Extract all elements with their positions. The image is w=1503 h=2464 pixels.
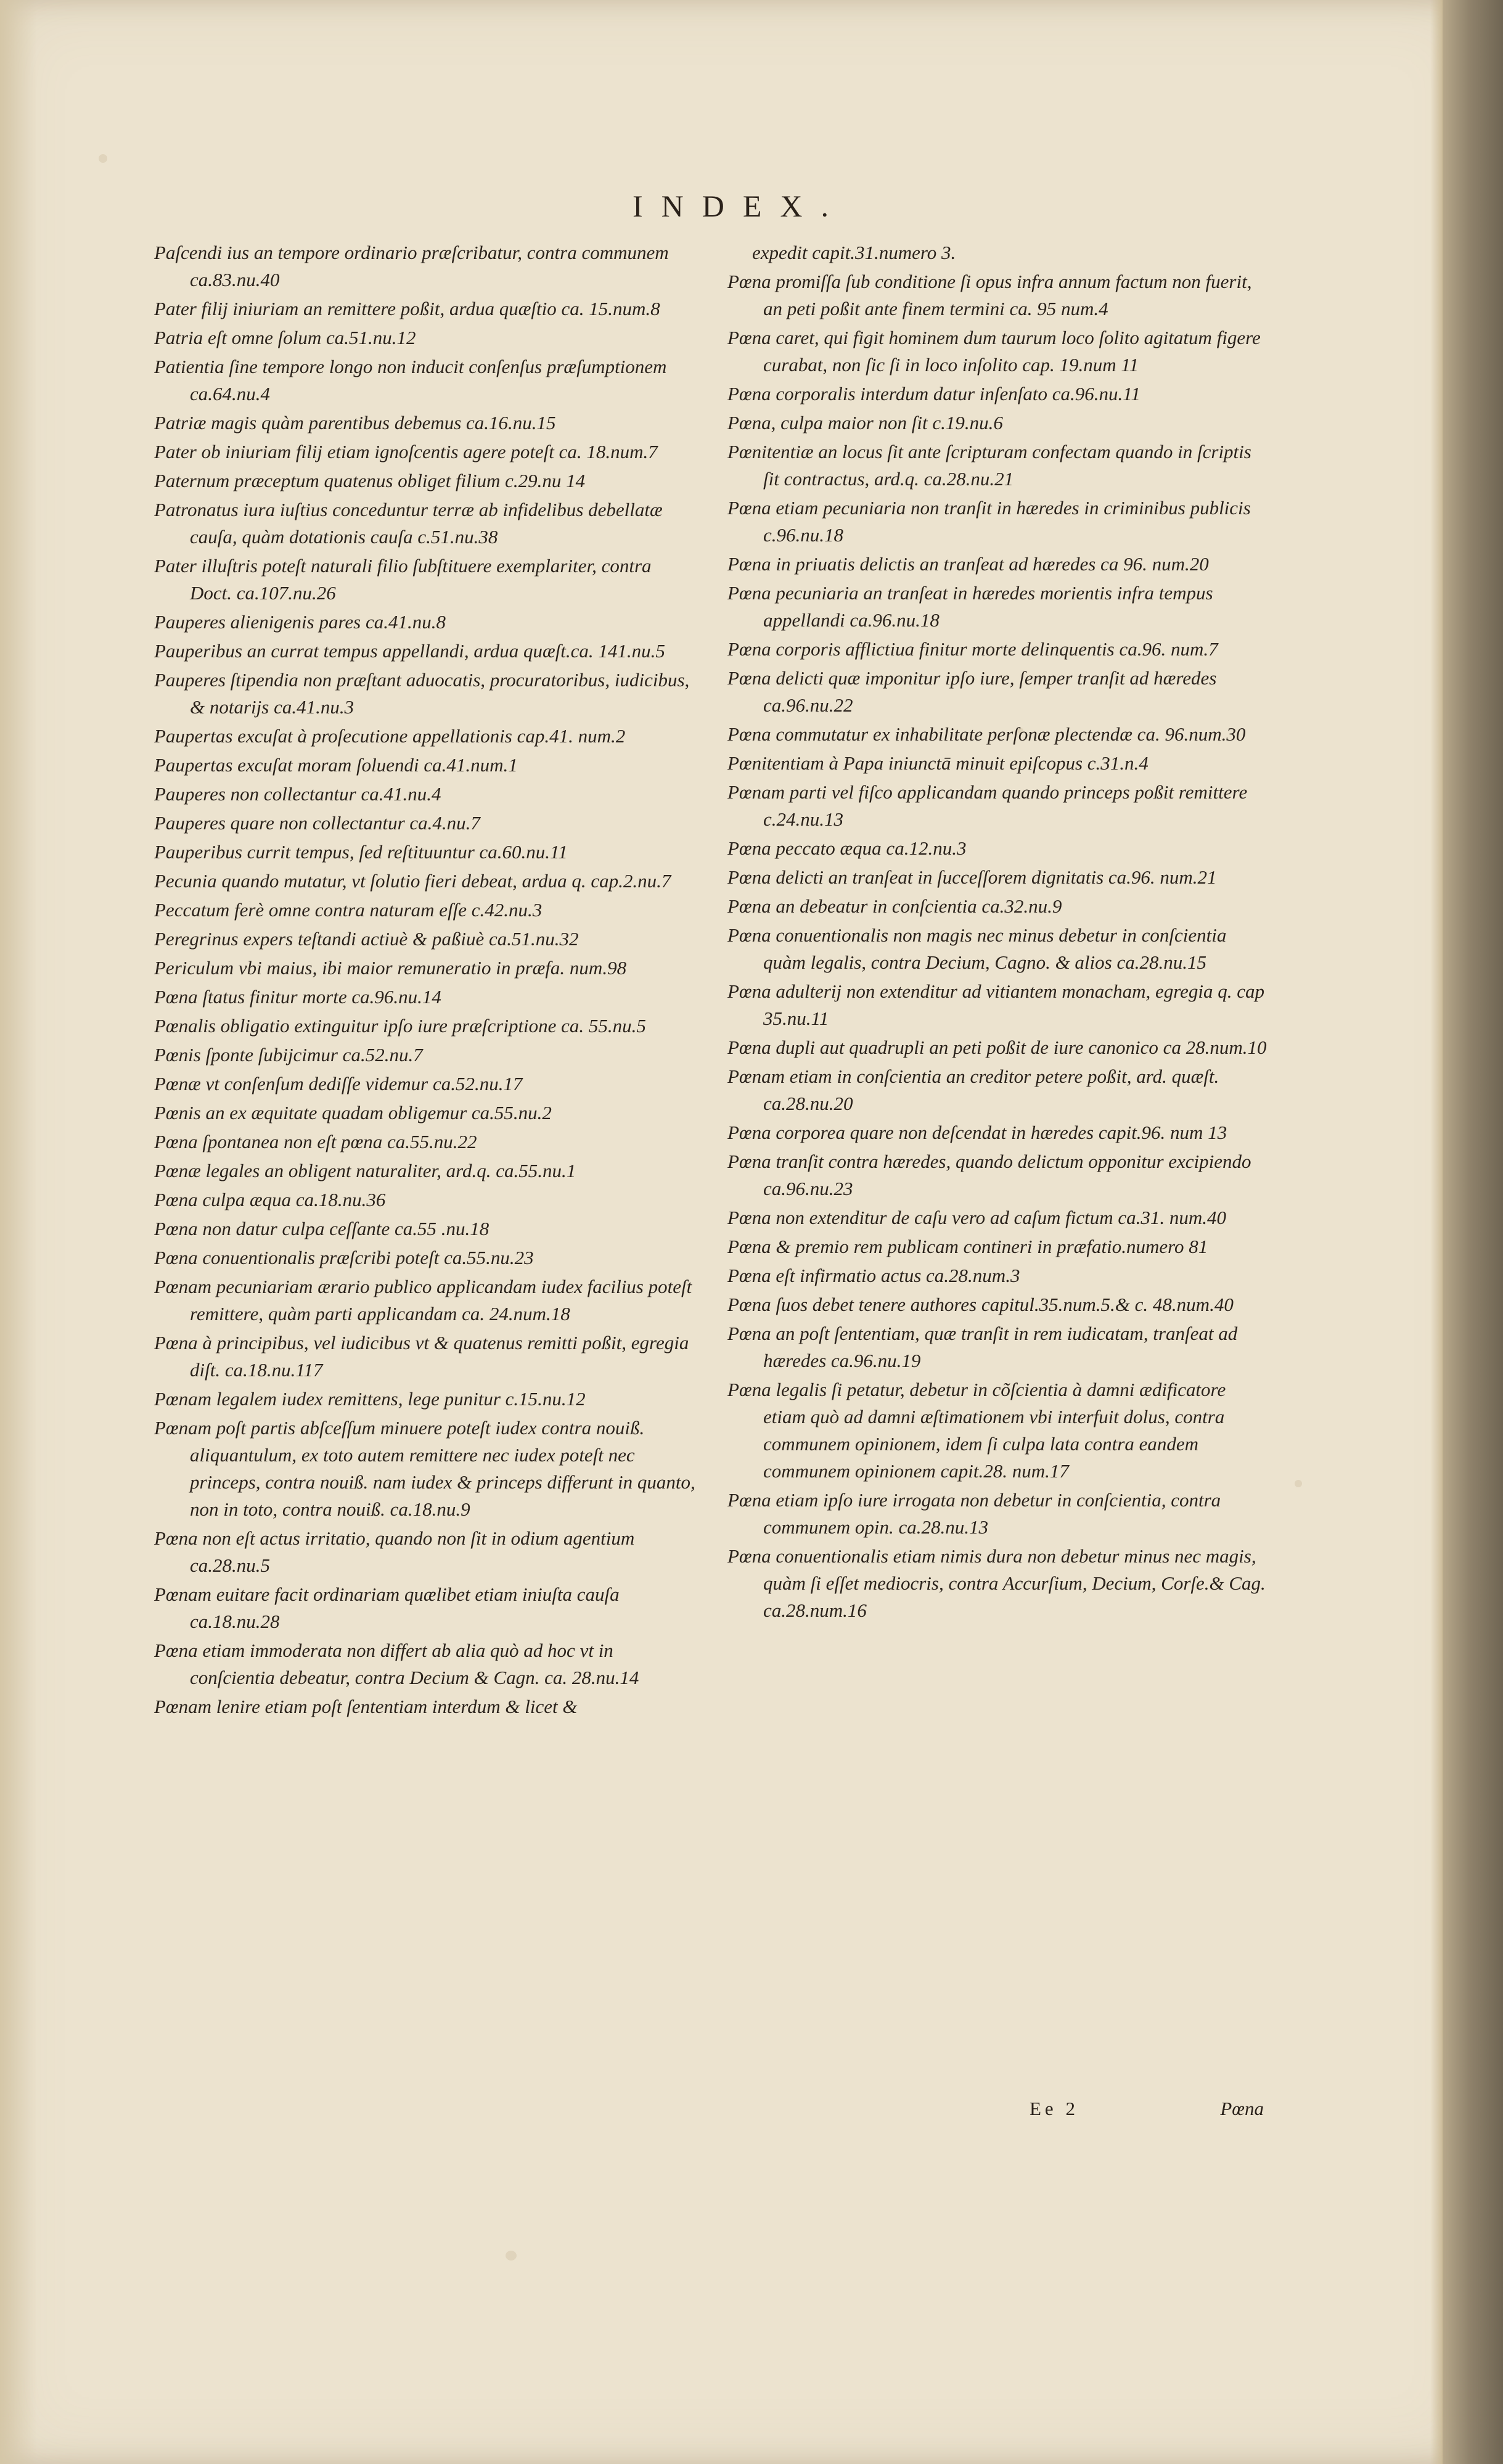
index-entry: Pœnam etiam in conſcientia an creditor petere poßit, ard. quæſt. ca.28.nu.20 — [727, 1066, 1219, 1114]
index-entry: Pœna etiam immoderata non differt ab alia quò ad hoc vt in conſcientia debeatur, contra Decium & Cagn. ca. 28.nu.14 — [154, 1640, 639, 1688]
index-entry: Pœnam poſt partis abſceſſum minuere poteſt iudex contra nouiß. aliquantulum, ex toto autem remittere nec iudex poteſt nec princeps, contra nouiß. nam iudex & princeps differunt in quanto, non in toto, contra nouiß. ca.18.nu.9 — [154, 1417, 695, 1520]
index-entry: Pœna conuentionalis etiam nimis dura non debetur minus nec magis, quàm ſi eſſet mediocris, contra Accurſium, Decium, Corſe.& Cag. ca.28.num.16 — [727, 1545, 1266, 1621]
index-column-left — [154, 239, 697, 1722]
index-entry: Patronatus iura iuſtius conceduntur terræ ab infidelibus debellatæ cauſa, quàm dotationis cauſa c.51.nu.38 — [154, 499, 663, 548]
index-entry: Patientia ſine tempore longo non inducit conſenſus præſumptionem ca.64.nu.4 — [154, 356, 667, 405]
foxing-spot — [1295, 1480, 1302, 1487]
index-entry: Pœna an poſt ſententiam, quæ tranſit in rem iudicatam, tranſeat ad hæredes ca.96.nu.19 — [727, 1323, 1238, 1371]
index-entry: Pater ob iniuriam filij etiam ignoſcentis agere poteſt ca. 18.num.7 — [154, 441, 658, 462]
index-entry: Pœna in priuatis delictis an tranſeat ad hæredes ca 96. num.20 — [727, 553, 1209, 575]
book-binding — [1443, 0, 1503, 2464]
foxing-spot — [506, 2251, 517, 2261]
index-entry: Pœna à principibus, vel iudicibus vt & quatenus remitti poßit, egregia diſt. ca.18.nu.117 — [154, 1332, 689, 1381]
index-entry: Pater filij iniuriam an remittere poßit, ardua quæſtio ca. 15.num.8 — [154, 298, 660, 319]
index-entry: Pœnam lenire etiam poſt ſententiam interdum & licet & — [154, 1696, 578, 1717]
index-entry: Paternum præceptum quatenus obliget filium c.29.nu 14 — [154, 470, 586, 491]
index-entry: Pœna non eſt actus irritatio, quando non ſit in odium agentium ca.28.nu.5 — [154, 1527, 635, 1576]
index-entry: Pœna delicti an tranſeat in ſucceſſorem dignitatis ca.96. num.21 — [727, 866, 1217, 888]
index-entry: Pœna promiſſa ſub conditione ſi opus infra annum factum non fuerit, an peti poßit ante finem termini ca. 95 num.4 — [727, 271, 1252, 319]
index-entry: Pater illuſtris poteſt naturali filio ſubſtituere exemplariter, contra Doct. ca.107.nu.26 — [154, 555, 652, 604]
index-entry: Paupertas excuſat moram ſoluendi ca.41.num.1 — [154, 754, 518, 776]
index-entry: expedit capit.31.numero 3. — [752, 242, 956, 263]
index-entry: Pœnam parti vel fiſco applicandam quando princeps poßit remittere c.24.nu.13 — [727, 781, 1248, 830]
binding-shadow — [1430, 0, 1444, 2464]
index-entry: Pœnis an ex æquitate quadam obligemur ca.55.nu.2 — [154, 1102, 552, 1123]
index-entry: Pœnam legalem iudex remittens, lege punitur c.15.nu.12 — [154, 1388, 586, 1410]
index-entry: Pœnæ vt conſenſum dediſſe videmur ca.52.nu.17 — [154, 1073, 523, 1094]
index-entry: Pœna tranſit contra hæredes, quando delictum opponitur excipiendo ca.96.nu.23 — [727, 1151, 1251, 1199]
index-entry: Pœnis ſponte ſubijcimur ca.52.nu.7 — [154, 1044, 423, 1066]
index-entry: Pœna conuentionalis non magis nec minus debetur in conſcientia quàm legalis, contra Decium, Cagno. & alios ca.28.nu.15 — [727, 924, 1227, 973]
index-entry: Pœna peccato æqua ca.12.nu.3 — [727, 837, 967, 859]
page-title: INDEX. — [632, 189, 848, 223]
index-entry: Pœna corporis afflictiua finitur morte delinquentis ca.96. num.7 — [727, 638, 1218, 660]
index-entry: Pœna caret, qui figit hominem dum taurum loco ſolito agitatum figere curabat, non ſic ſi in loco inſolito cap. 19.num 11 — [727, 327, 1261, 376]
index-entry: Pauperibus currit tempus, ſed reſtituuntur ca.60.nu.11 — [154, 841, 568, 863]
index-entry: Pauperes ſtipendia non præſtant aduocatis, procuratoribus, iudicibus, & notarijs ca.41.nu.3 — [154, 669, 690, 718]
index-entry: Periculum vbi maius, ibi maior remuneratio in præfa. num.98 — [154, 957, 627, 979]
index-entry: Pœna ſpontanea non eſt pœna ca.55.nu.22 — [154, 1131, 477, 1152]
page-shadow — [0, 0, 37, 2464]
index-entry: Paſcendi ius an tempore ordinario præſcribatur, contra communem ca.83.nu.40 — [154, 242, 669, 290]
index-entry: Pœna non extenditur de caſu vero ad caſum fictum ca.31. num.40 — [727, 1207, 1226, 1228]
index-entry: Pœna corporea quare non deſcendat in hæredes capit.96. num 13 — [727, 1122, 1227, 1143]
index-entry: Pœna delicti quæ imponitur ipſo iure, ſemper tranſit ad hæredes ca.96.nu.22 — [727, 667, 1217, 716]
index-entry: Pœna an debeatur in conſcientia ca.32.nu.9 — [727, 895, 1062, 917]
index-entry: Pœna etiam ipſo iure irrogata non debetur in conſcientia, contra communem opin. ca.28.nu.13 — [727, 1489, 1221, 1538]
index-entry: Pecunia quando mutatur, vt ſolutio fieri debeat, ardua q. cap.2.nu.7 — [154, 870, 671, 892]
index-entry: Pœnitentiam à Papa iniunctā minuit epiſcopus c.31.n.4 — [727, 752, 1149, 774]
index-column-right — [727, 239, 1270, 1626]
index-entry: Pœnam euitare facit ordinariam quælibet etiam iniuſta cauſa ca.18.nu.28 — [154, 1583, 620, 1632]
foxing-spot — [99, 154, 107, 163]
index-entry: Pauperes alienigenis pares ca.41.nu.8 — [154, 611, 446, 633]
catchword: Pœna — [1220, 2098, 1264, 2119]
index-entry: Pœnæ legales an obligent naturaliter, ard.q. ca.55.nu.1 — [154, 1160, 576, 1181]
index-entry: Pœna adulterij non extenditur ad vitiantem monacham, egregia q. cap 35.nu.11 — [727, 980, 1265, 1029]
index-entry: Patria eſt omne ſolum ca.51.nu.12 — [154, 327, 416, 348]
index-entry: Peccatum ferè omne contra naturam eſſe c.42.nu.3 — [154, 899, 543, 921]
index-entry: Pauperibus an currat tempus appellandi, ardua quæſt.ca. 141.nu.5 — [154, 640, 665, 662]
index-entry: Pœna pecuniaria an tranſeat in hæredes morientis infra tempus appellandi ca.96.nu.18 — [727, 582, 1213, 631]
index-entry: Pœna non datur culpa ceſſante ca.55 .nu.18 — [154, 1218, 489, 1239]
index-entry: Pauperes quare non collectantur ca.4.nu.7 — [154, 812, 480, 834]
index-entry: Pœna corporalis interdum datur inſenſato ca.96.nu.11 — [727, 383, 1141, 405]
index-entry: Pœna, culpa maior non ſit c.19.nu.6 — [727, 412, 1003, 433]
index-entry: Pœna & premio rem publicam contineri in præfatio.numero 81 — [727, 1236, 1208, 1257]
signature-mark: Ee 2 — [1030, 2098, 1079, 2119]
index-entry: Pœna legalis ſi petatur, debetur in cõſcientia à damni ædificatore etiam quò ad damni æſtimationem vbi interfuit dolus, contra communem opinionem, idem ſi culpa lata contra eandem communem opinionem capit.28. num.17 — [727, 1379, 1226, 1482]
index-entry: Pœna conuentionalis præſcribi poteſt ca.55.nu.23 — [154, 1247, 534, 1268]
page-footer — [727, 2098, 1270, 2125]
index-entry: Pœna commutatur ex inhabilitate perſonæ plectendæ ca. 96.num.30 — [727, 723, 1246, 745]
index-entry: Pœnalis obligatio extinguitur ipſo iure præſcriptione ca. 55.nu.5 — [154, 1015, 646, 1037]
index-entry: Pœnam pecuniariam ærario publico applicandam iudex facilius poteſt remittere, quàm parti applicandam ca. 24.num.18 — [154, 1276, 692, 1324]
index-entry: Pœna ſtatus finitur morte ca.96.nu.14 — [154, 986, 441, 1008]
index-entry: Patriæ magis quàm parentibus debemus ca.16.nu.15 — [154, 412, 556, 433]
index-entry: Pœna dupli aut quadrupli an peti poßit de iure canonico ca 28.num.10 — [727, 1037, 1267, 1058]
index-entry: Paupertas excuſat à proſecutione appellationis cap.41. num.2 — [154, 725, 626, 747]
index-entry: Peregrinus expers teſtandi actiuè & paßiuè ca.51.nu.32 — [154, 928, 579, 950]
index-entry: Pœnitentiæ an locus ſit ante ſcripturam confectam quando in ſcriptis ſit contractus, ard.q. ca.28.nu.21 — [727, 441, 1251, 490]
index-entry: Pœna etiam pecuniaria non tranſit in hæredes in criminibus publicis c.96.nu.18 — [727, 497, 1251, 546]
index-entry: Pœna eſt infirmatio actus ca.28.num.3 — [727, 1265, 1020, 1286]
index-entry: Pœna culpa æqua ca.18.nu.36 — [154, 1189, 386, 1210]
index-entry: Pœna ſuos debet tenere authores capitul.35.num.5.& c. 48.num.40 — [727, 1294, 1234, 1315]
index-entry: Pauperes non collectantur ca.41.nu.4 — [154, 783, 441, 805]
